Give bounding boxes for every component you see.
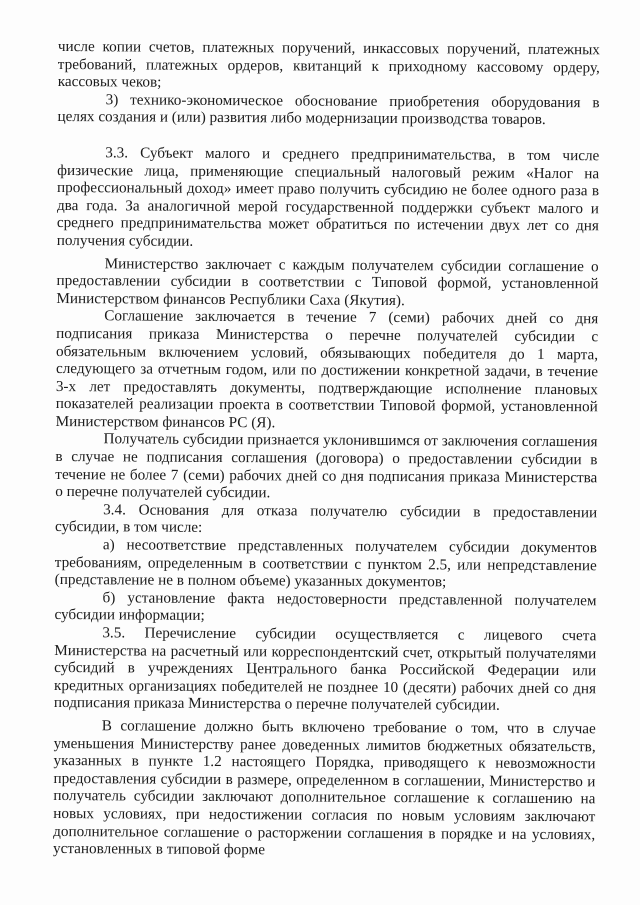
paragraph-section-3-4: 3.4. Основания для отказа получателю субсидии в предоставлении субсидии, в том числе: — [54, 501, 598, 537]
paragraph-agreement-requirement: В соглашение должно быть включено требование о том, что в случае уменьшения Министерству ранее доведенных лимитов бюджетных обязательств, указанных в пункте 1.2 настоящего Порядка, приводящего к невозможности предоставления субсидии в размере, определенном в соглашении, Министерство и получатель субсидии заключают дополнительное соглашение к соглашению на новых условиях, при недостижении согласия по новым условиям заключают дополнительное соглашение о расторжении соглашения в порядке и на условиях, установленных в типовой форме — [52, 717, 596, 859]
paragraph-agreement: Министерство заключает с каждым получателем субсидии соглашение о предоставлении субсидии в соответствии с Типовой формой, установленной Министерством финансов Республики Саха (Якутия). — [56, 254, 599, 309]
paragraph-evasion: Получатель субсидии признается уклонившимся от заключения соглашения в случае не подписания соглашения (договора) о предоставлении субсидии в течение не более 7 (семи) рабочих дней со дня подписания приказа Министерства о перечне получателей субсидии. — [55, 430, 598, 502]
paragraph-item-b: б) установление факта недостоверности представленной получателем субсидии информации; — [54, 589, 597, 625]
paragraph-agreement-term: Соглашение заключается в течение 7 (семи) рабочих дней со дня подписания приказа Министерства о перечне получателей субсидии с обязательным включением условий, обязывающих победителя до 1 марта, следующего за отчетным годом, или по достижении конкретной задачи, в течение 3-х лет предоставлять документы, подтверждающие исполнение плановых показателей реализации проекта в соответствии Типовой формой, установленной Министерством финансов РС (Я). — [55, 307, 599, 432]
paragraph-section-3-5: 3.5. Перечисление субсидии осуществляется с лицевого счета Министерства на расчетный или корреспондентский счет, открытый получателями субсидий в учреждениях Центрального банка Российской Федерации или кредитных организациях победителей не позднее 10 (десяти) рабочих дней со дня подписания приказа Министерства о перечне получателей субсидии. — [53, 624, 597, 715]
paragraph-section-3-3: 3.3. Субъект малого и среднего предпринимательства, в том числе физические лица, применяющие специальный налоговый режим «Налог на профессиональный доход» имеет право получить субсидию не более одного раза в два года. За аналогичной мерой государственной поддержки субъект малого и среднего предпринимательства может обратиться по истечении двух лет со дня получения субсидии. — [56, 144, 600, 250]
paragraph-item-3: 3) технико-экономическое обоснование приобретения оборудования в целях создания и (или) развития либо модернизации производства товаров. — [57, 91, 600, 129]
paragraph-docs-list-end: числе копии счетов, платежных поручений, инкассовых поручений, платежных требований, платежных ордеров, квитанций к приходному кассовому ордеру, кассовых чеков; — [57, 38, 600, 91]
document-body — [53, 38, 600, 861]
paragraph-item-a: а) несоответствие представленных получателем субсидии документов требованиям, определенным в соответствии с пунктом 2.5, или непредставление (представление не в полном объеме) указанных документов; — [54, 536, 597, 591]
